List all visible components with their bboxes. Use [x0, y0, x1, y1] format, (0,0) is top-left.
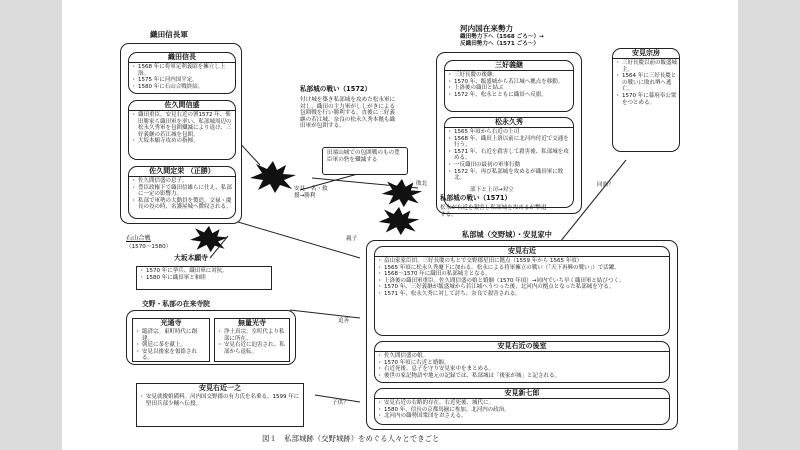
yasumi-later-item: ・ 右近死後、息子を守り安見家中をまとめる。 — [384, 366, 667, 373]
sakuma-box — [128, 100, 236, 160]
yasumi-ukon-item: ・ 1565 年頃に松永久秀麾下に加わる。松永による将軍擁立の戦い（「天下再興の戦い」）で活躍。 — [384, 265, 667, 272]
munefusa-item: ・ 三好長慶以前の飯盛城主。 — [622, 60, 677, 73]
miyoshi-title: 三好義継 — [445, 61, 573, 71]
kawachi-subheader: 織田勢力下へ（1568 ごろ～）→ — [460, 34, 544, 40]
honganji-item: ・ 1580 年に織田軍と和睦 — [146, 275, 269, 282]
miyoshi-item: ・ 1570 年、飯盛城から若江城へ拠点を移動。 — [454, 79, 571, 86]
kisabe-1572-body: 付け城を築き私部城を攻めた松永軍に対し、織田の主力軍がししがきによる包囲戦を行い勝利する。直後に三好義継の若江城、奈良の松永久秀本拠も織田軍が包囲する。 — [300, 97, 396, 130]
yasumi-ukon-item: ・ 1571 年、松永久秀に対して討ち、奈良で殺害される。 — [384, 291, 667, 298]
oda-nobunaga-item: ・ 1575 年に河内国平定。 — [138, 77, 233, 84]
battle-burst-icon — [248, 160, 298, 194]
kawachi-header: 河内国在来勢力 — [460, 24, 514, 33]
sadamune-item: ・ 私部で軍勢の大動員を製造。文禄・慶長の役の時、名護屋城へ徴収される。 — [138, 198, 233, 211]
munefusa-item: ・ 1570 年に幕府奉公衆をつとめる。 — [622, 93, 677, 106]
yasumi-later-item: ・ 佐久間信盛の娘。 — [384, 353, 667, 360]
sadamune-item: ・ 佐久間信盛の息子。 — [138, 178, 233, 185]
oda-nobunaga-box — [128, 52, 236, 94]
oda-header: 織田信長軍 — [150, 30, 188, 39]
kawachi-subheader: 反織田勢力へ（1571 ごろ～） — [460, 41, 540, 47]
ishiyama-title: 石山合戦 — [126, 235, 151, 242]
yasumi-ukon-item: ・ 畠山家家臣団。三好長慶のもとで交野郡星田に拠点（1559 年から 1565 年頃） — [384, 258, 667, 265]
kisabe-1571-title: 私部城の戦い（1571） — [440, 194, 512, 202]
yasumi-ukon-title: 安見右近 — [375, 247, 669, 257]
link-oyako — [238, 222, 360, 258]
sakuma-item: ・ 織田重臣。安見右近の署1572 年、柴田勝家ら織田軍を率い、私部城周辺の松永久秀軍を包囲殲滅により退け、三好義継の若江城を包囲。 — [138, 112, 233, 138]
honganji-item: ・ 1570 年に挙兵、織田軍に対抗。 — [146, 268, 269, 275]
matsunaga-item: ・ 1572 年、再び私部城を攻めるが織田軍に敗北。 — [454, 169, 571, 182]
sakuma-item: ・ 大坂本願寺攻めの指揮。 — [138, 138, 233, 145]
battle-burst-icon — [376, 206, 422, 236]
munefusa-item: ・ 1564 年に三好長慶との戦いに敗れ堺へ逃亡。 — [622, 73, 677, 93]
oda-nobunaga-item: ・ 1568 年に将軍足利義昭を擁立し上洛。 — [138, 64, 233, 77]
local-temples-header: 交野・私部の在来寺院 — [142, 300, 210, 308]
munefusa-box — [612, 48, 680, 152]
ukon-son-item: ・ 安見就俊娘備料。河内国交野郡の有力氏を名乗る。1599 年に堅田兵部少輔へ伝授。 — [146, 394, 301, 407]
siege-text: 田端山城での包囲戦のもの豊臣軍の砦を殲滅する — [327, 150, 400, 163]
shinshichiro-item: ・ 北河内の織勢国衆団をおさえる。 — [384, 413, 667, 420]
ukon-son-title: 安見右近一之 — [199, 384, 241, 392]
label-oyako: 親子 — [346, 236, 358, 242]
matsunaga-item: ・ 1568 年、織田上洛以前に北河内付近で交通を行う。 — [454, 136, 571, 149]
muryoukouji-box — [214, 318, 290, 362]
matsunaga-item: ・ 1565 年頃から右近の上司 — [454, 129, 571, 136]
yasumi-later-item: ・ 1570 年頃に右近と婚姻。 — [384, 360, 667, 367]
figure-caption: 図１ 私部城跡（交野城跡）をめぐる人々とできごと — [262, 434, 440, 443]
yasumi-ukon-box — [374, 246, 670, 336]
sadamune-title: 佐久間定栄 （正勝） — [129, 167, 235, 177]
kisabe-1571-body: 松永が右近を殺害し私部城を攻めるが撃退する。 — [440, 205, 547, 218]
honganji-box — [136, 266, 272, 290]
battle-burst-icon — [188, 225, 230, 253]
label-haiboku: 敗北 — [416, 181, 428, 187]
sakuma-title: 佐久間信盛 — [129, 101, 235, 111]
matsunaga-title: 松永久秀 — [445, 118, 573, 128]
sadamune-box — [128, 166, 236, 219]
kokouji-box — [132, 318, 210, 362]
kokouji-title: 光通寺 — [160, 319, 182, 327]
kokouji-item: ・ 安見以後家を領絡される。 — [142, 349, 207, 362]
kokouji-item: ・ 朝廷に茶を献上。 — [142, 342, 207, 349]
yasumi-later-item: ・ 後世の家記物語や地元の記録では、私部城は「後家が城」と記される。 — [384, 373, 667, 380]
yasumi-later-title: 安見右近の後室 — [375, 342, 669, 352]
matsunaga-item: ・ 一反織田の最初の軍事行動 — [454, 162, 571, 169]
kisabe-1572-title: 私部城の戦い（1572） — [300, 85, 372, 93]
muryoukouji-title: 無量光寺 — [238, 319, 266, 327]
yasumi-ukon-item: ・ 1570 年、三好義継が飯盛城から若江城へうつった後、北河内の拠点となった私部城を守る。 — [384, 284, 667, 291]
yasumi-ukon-item: ・ 上洛後の織田軍重臣。佐久間信盛の娘と婚姻（1570 年頃）→同内でいち早く織田軍と結びつく。 — [384, 278, 667, 285]
miyoshi-item: ・ 1572 年、松永とともに織田へ反旗。 — [454, 92, 571, 99]
matsunaga-item: ・ 1571 年、右近を殺害して殺害後、私部城を攻める。 — [454, 149, 571, 162]
shinshichiro-box — [374, 388, 670, 425]
label-tsuibo: 追善 — [338, 318, 350, 324]
miyoshi-item: ・ 三好長慶の後継。 — [454, 72, 571, 79]
honganji-header: 大坂本願寺 — [174, 254, 208, 262]
siege-box — [322, 147, 408, 175]
castle-header: 私部城（交野城）・安見家中 — [462, 230, 552, 239]
oda-nobunaga-title: 織田信長 — [129, 53, 235, 63]
oda-nobunaga-item: ・ 1580 年に石山合戦終結。 — [138, 84, 233, 91]
ishiyama-years: （1570～1580） — [126, 244, 172, 250]
label-kaeri: 安見・名・救援→勝利 — [294, 186, 328, 199]
munefusa-title: 安見宗房 — [613, 49, 679, 59]
muryoukouji-item: ・ 安見右近に迫害され、私部から退転。 — [224, 342, 287, 355]
label-buka: 部下と上司→対立 — [470, 187, 514, 193]
muryoukouji-item: ・ 浄土真宗。室町代より私部に所在。 — [224, 329, 287, 342]
ukon-son-box — [136, 383, 304, 427]
shinshichiro-item: ・ 安見右近の右略的存在。右近死後、城代に。 — [384, 400, 667, 407]
yasumi-ukon-item: ・ 1568～1570 年に織田の私部城主となる。 — [384, 271, 667, 278]
yasumi-later-box — [374, 341, 670, 383]
label-ko: 子供？ — [332, 400, 349, 406]
kokouji-item: ・ 臨済宗。東町時代に創建。 — [142, 329, 207, 342]
label-doukei: 同族？ — [597, 182, 614, 188]
sadamune-item: ・ 豊臣政権下で織田信雄らに仕え、私部に一定の影響力。 — [138, 185, 233, 198]
shinshichiro-item: ・ 1580 年、信長の京都馬揃に参加。北河内の政治。 — [384, 407, 667, 414]
miyoshi-box — [444, 60, 574, 112]
miyoshi-item: ・ 上洛後の織田と結ぶ — [454, 85, 571, 92]
shinshichiro-title: 安見新七郎 — [375, 389, 669, 399]
link-tsuibo — [290, 310, 360, 318]
